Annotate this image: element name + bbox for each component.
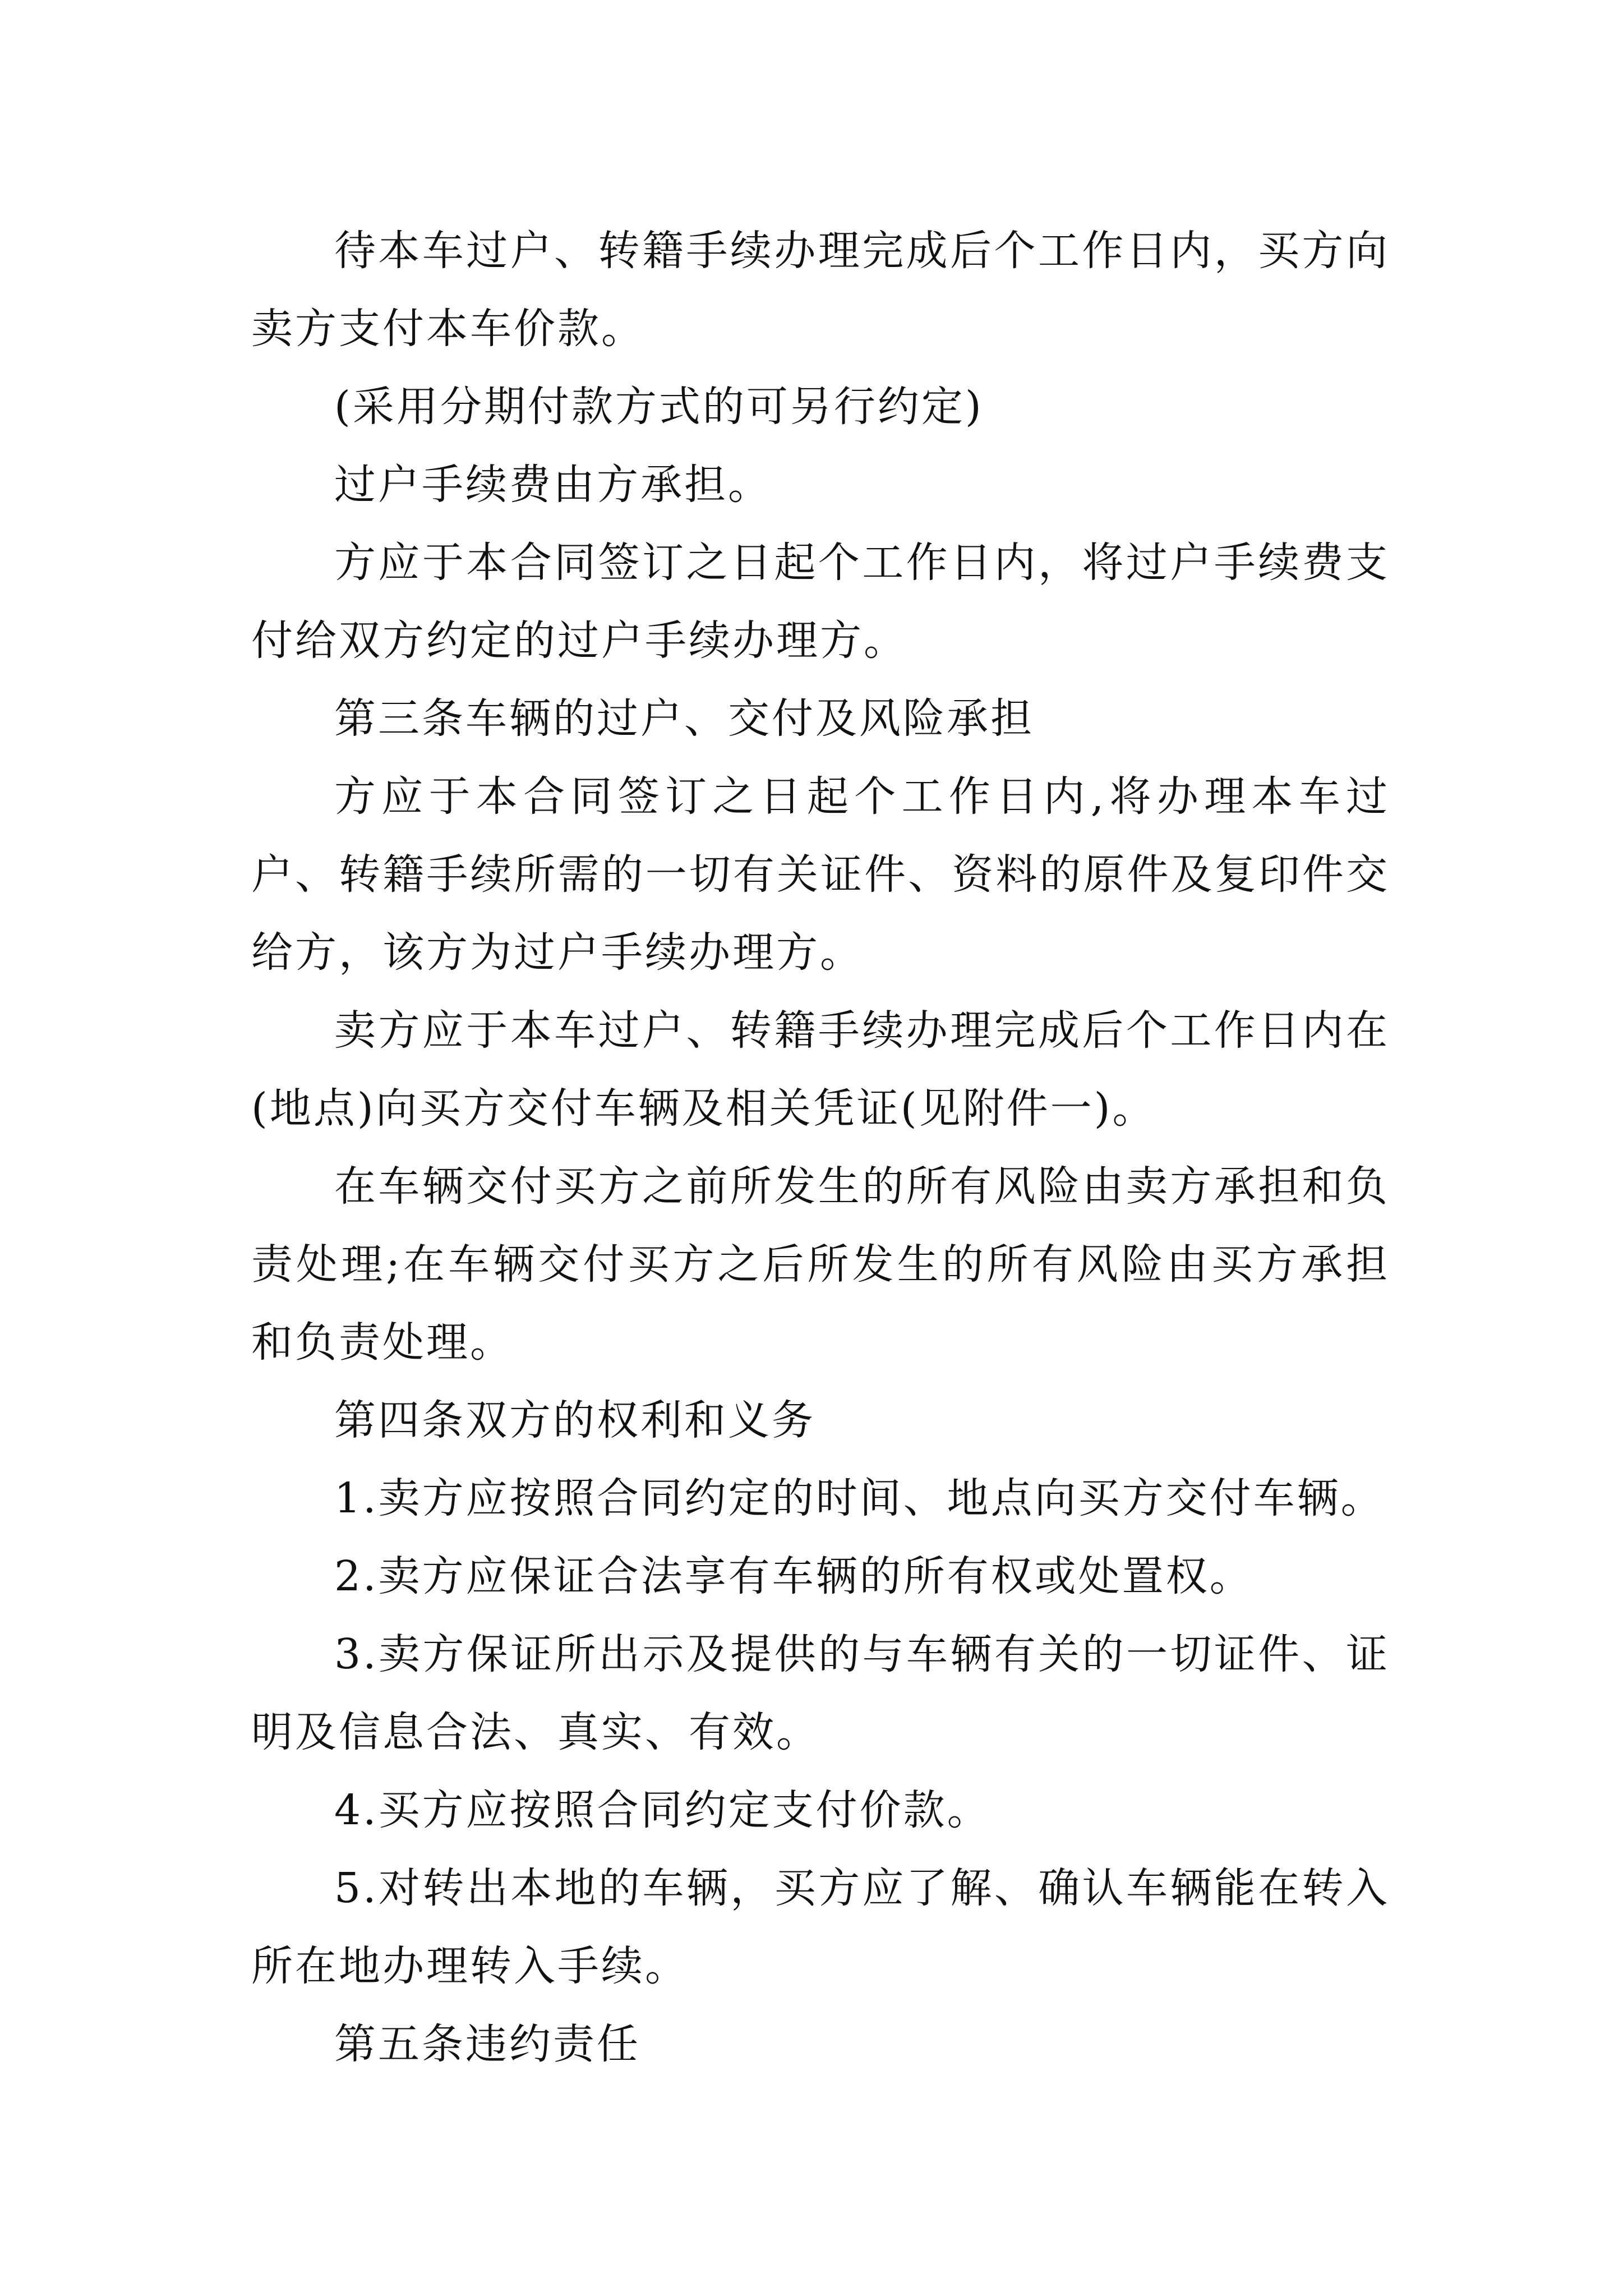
section-heading-article-4: 第四条双方的权利和义务 [334,1396,815,1444]
paragraph-installment-note: (采用分期付款方式的可另行约定) [334,383,984,431]
paragraph-payment-terms: 待本车过户、转籍手续办理完成后个工作日内，买方向卖方支付本车价款。 [251,227,1390,353]
list-item-obligation-4: 4.买方应按照合同约定支付价款。 [334,1786,991,1834]
list-item-obligation-1: 1.卖方应按照合同约定的时间、地点向买方交付车辆。 [334,1474,1385,1522]
section-heading-article-3: 第三条车辆的过户、交付及风险承担 [334,694,1034,743]
paragraph-transfer-fee-bearer: 过户手续费由方承担。 [334,461,772,509]
list-item-obligation-5: 5.对转出本地的车辆，买方应了解、确认车辆能在转入所在地办理转入手续。 [251,1864,1390,1990]
section-heading-article-5: 第五条违约责任 [334,2020,640,2068]
paragraph-transfer-fee-payment: 方应于本合同签订之日起个工作日内，将过户手续费支付给双方约定的过户手续办理方。 [251,539,1390,665]
paragraph-documents-handover: 方应于本合同签订之日起个工作日内,将办理本车过户、转籍手续所需的一切有关证件、资料的原件及复印件交给方，该方为过户手续办理方。 [251,772,1390,977]
list-item-obligation-3: 3.卖方保证所出示及提供的与车辆有关的一切证件、证明及信息合法、真实、有效。 [251,1630,1390,1756]
document-body [251,212,1390,2083]
list-item-obligation-2: 2.卖方应保证合法享有车辆的所有权或处置权。 [334,1552,1253,1600]
paragraph-risk-allocation: 在车辆交付买方之前所发生的所有风险由卖方承担和负责处理;在车辆交付买方之后所发生的所有风险由买方承担和负责处理。 [251,1162,1390,1366]
paragraph-vehicle-delivery: 卖方应于本车过户、转籍手续办理完成后个工作日内在(地点)向买方交付车辆及相关凭证(见附件一)。 [251,1006,1390,1133]
